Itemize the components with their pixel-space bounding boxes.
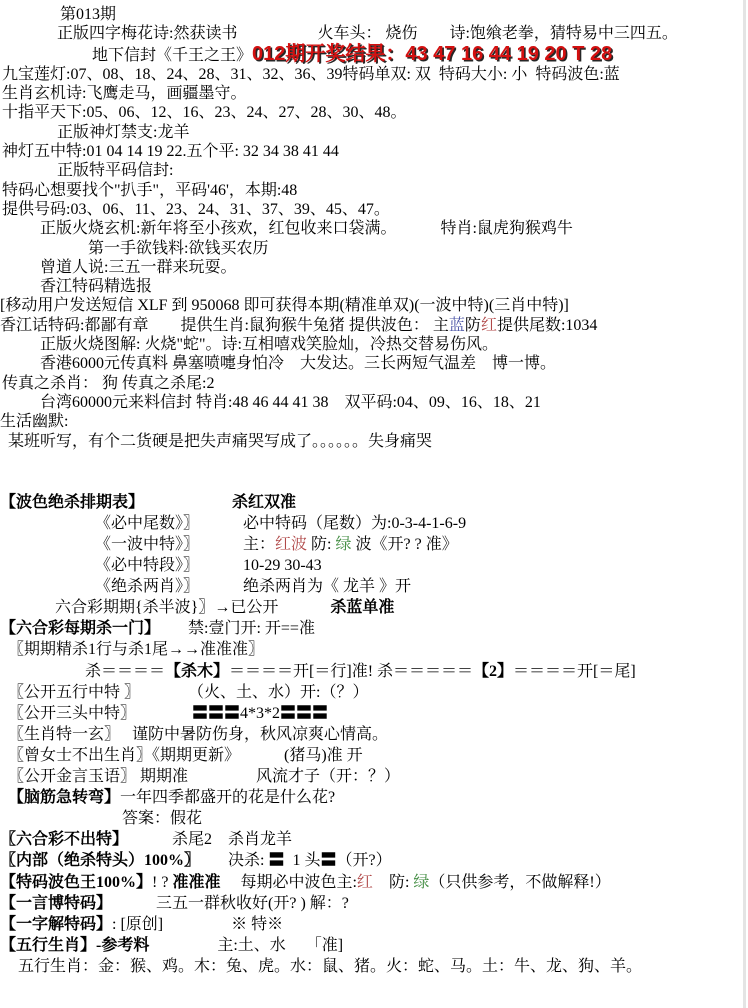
one-char-solve [0,914,748,935]
ten-fingers-numbers [0,103,748,122]
provided-numbers [0,200,748,219]
one-word-special-segment: 【一言博特码】 [0,894,105,912]
one-wave-special-segment: 红波 [275,536,308,554]
internal-kill-head-segment: 1 头 [284,852,321,870]
internal-kill-head-segment: 〖内部（绝杀特头）100%〗 [0,852,193,870]
xiangjiang-special-code-segment: 蓝 [448,316,465,334]
issue-number [0,5,748,24]
life-humor-label [0,412,748,431]
golden-words [0,766,748,787]
kill-one-gate-segment: 禁:壹门开: 开==准 [152,620,315,638]
xiangjiang-report-title [0,277,748,296]
zodiac-special-mystery-segment: 〖生肖特一玄〗 谨防中暑防伤身，秋风凉爽心情高。 [8,725,389,743]
taiwan-envelope [0,393,748,412]
internal-kill-head-segment: 〓 [320,852,337,870]
top-tips-section [0,5,748,451]
one-wave-special-segment: 波《开? ? 准》 [351,536,458,554]
must-hit-tails-segment: 《必中尾数》〗 必中特码（尾数）为:0-3-4-1-6-9 [95,514,467,532]
fire-mystery [0,219,748,238]
underground-envelope-result-segment: 地下信封《千王之王》 [92,46,253,64]
plum-blossom-poem-segment: 正版四字梅花诗:然获读书 火车头： 烧伤 诗:饱飨老拳，猜特易中三四五。 [57,25,678,43]
hongkong-fax [0,354,748,373]
xiangjiang-special-code-segment: 香江话特码:都鄙有章 提供生肖:鼠狗猴牛兔猪 提供波色： 主 [0,316,449,334]
kill-half-wave-segment: 杀蓝单准 [330,599,395,617]
life-humor-joke-segment: 某班听写，有个二货硬是把失声痛哭写成了。。。。。。失身痛哭 [8,432,433,450]
no-special [0,829,748,850]
fax-kill-zodiac-segment: 传真之杀肖： 狗 传真之杀尾:2 [2,374,215,392]
special-flat-code-envelope-segment: 正版特平码信封: [57,162,174,180]
magic-lamp-five-special [0,142,748,161]
special-code-hint-segment: 特码心想要找个"扒手"，平码'46'，本期:48 [2,181,298,199]
must-hit-tails [0,513,748,534]
zodiac-mystery-poem [0,84,748,103]
wave-color-kill-table [0,492,748,513]
kill-half-wave-segment: 六合彩期期{杀半波}〗→已公开 [55,599,331,617]
must-hit-segment [0,555,748,576]
internal-kill-head-segment: （开?） [336,852,392,870]
five-element-zodiac-ref-segment: 主:土、水 「准] [149,936,344,954]
fire-diagram-segment: 正版火烧图解: 火烧"蛇"。诗:互相嘻戏笑脸灿，冷热交替易伤风。 [40,336,498,354]
magic-lamp-five-special-segment: 神灯五中特:01 04 14 19 22.五个平: 32 34 38 41 44 [2,143,339,161]
nine-treasure-lantern [0,65,748,84]
kill-row-tail-title-segment: 〖期期精杀1行与杀1尾→→准准准〗 [8,641,265,659]
taiwan-envelope-segment: 台湾60000元来料信封 特肖:48 46 44 41 38 双平码:04、09、16、18、21 [40,393,541,411]
fax-kill-zodiac [0,374,748,393]
internal-kill-head-segment: 〓 [268,852,285,870]
nine-treasure-lantern-segment: 特码单双: 双 特码大小: 小 特码波色:蓝 [342,65,620,83]
five-elements-special-segment: 〖公开五行中特 〗 （火、土、水）开:（？） [8,683,369,701]
kill-half-wave [0,597,748,618]
kill-wood-row-segment: 【杀木】 [165,662,230,680]
sms-promo [0,296,748,315]
one-char-solve-segment: : [原创] ※ 特※ [112,915,284,933]
sms-promo-segment: [移动用户发送短信 XLF 到 950068 即可获得本期(精准单双)(一波中特)(三肖中特)] [0,297,569,315]
kill-wood-row-segment: 【2】 [473,662,514,680]
five-element-zodiac-ref-segment: 【五行生肖】 [0,936,97,954]
one-wave-special [0,534,748,555]
kill-one-gate [0,618,748,639]
one-word-special [0,893,748,914]
internal-kill-head-segment: 决杀: [192,852,269,870]
wave-color-king-segment: 准准准 [172,873,221,891]
one-wave-special-segment: 防: [307,536,336,554]
kill-wood-row-segment: 杀＝＝＝＝ [85,662,166,680]
wave-color-king-segment: 绿 [413,873,430,891]
no-special-segment: 杀尾2 杀肖龙羊 [120,831,293,849]
brain-teaser-answer [0,808,748,829]
wave-color-king-segment: 红 [356,873,373,891]
kill-two-zodiac-segment: 《绝杀两肖》〗 绝杀两肖为《 龙羊 》开 [95,578,412,596]
brain-teaser [0,787,748,808]
three-heads-special [0,703,748,724]
kill-one-gate-segment: 【六合彩每期杀一门】 [0,620,153,638]
kill-row-tail-title [0,639,748,660]
plum-blossom-poem [0,24,748,43]
xiangjiang-report-title-segment: 香江特码精选报 [40,278,153,296]
issue-number-segment: 第013期 [60,6,117,23]
kill-two-zodiac [0,576,748,597]
wave-color-king-segment: 防: [372,873,414,891]
first-money-clue [0,239,748,258]
three-heads-special-segment: 〖公开三头中特〗 [8,704,193,722]
zodiac-mystery-poem-segment: 生肖玄机诗:飞鹰走马，画疆墨守。 [2,85,247,103]
three-heads-special-segment: 〓〓〓 [192,704,241,722]
wave-color-king [0,872,748,893]
first-money-clue-segment: 第一手欲钱料:欲钱买农历 [88,239,269,257]
wave-color-king-segment: 【特码波色王100%】 [0,873,153,891]
xiangjiang-special-code-segment: 提供尾数:1034 [496,316,598,334]
provided-numbers-segment: 提供号码:03、06、11、23、24、31、37、39、45、47。 [2,200,390,218]
fire-mystery-segment: 正版火烧玄机:新年将至小孩欢，红包收来口袋满。 特肖:鼠虎狗猴鸡牛 [40,220,573,238]
brain-teaser-segment: 一年四季都盛开的花是什么花? [120,789,336,807]
must-hit-segment-segment: 《必中特段》〗 10-29 30-43 [95,557,322,575]
zodiac-special-mystery [0,724,748,745]
magic-lamp-forbidden-segment: 正版神灯禁支:龙羊 [57,123,190,141]
ten-fingers-numbers-segment: 十指平天下:05、06、12、16、23、24、27、28、30、48。 [2,104,407,122]
three-heads-special-segment: 〓〓〓 [280,704,329,722]
golden-words-segment: 〖公开金言玉语〗 期期准 风流才子（开：？） [8,768,401,786]
one-wave-special-segment: 《一波中特》〗 主： [95,536,276,554]
xiangjiang-special-code [0,316,748,335]
underground-envelope-result [0,44,748,65]
kill-wood-row-segment: ＝＝＝＝开[＝尾] [513,662,636,680]
draw-result-banner: 012期开奖结果：43 47 16 44 19 20 T 28 [252,42,613,65]
no-special-segment: 〖六合彩不出特】 [0,831,121,849]
wave-color-king-segment: （只供参考，不做解释!） [429,873,611,891]
wave-color-king-segment: 每期必中波色主: [220,873,357,891]
five-element-zodiac-list-segment: 五行生肖：金：猴、鸡。木：兔、虎。水：鼠、猪。火：蛇、马。土：牛、龙、狗、羊。 [18,957,643,975]
zengdaoren-says [0,258,748,277]
one-word-special-segment: 三五一群秋收好(开? ) 解：? [104,894,349,912]
fire-diagram [0,335,748,354]
special-flat-code-envelope [0,161,748,180]
one-wave-special-segment: 绿 [335,536,352,554]
kill-analysis-section [0,492,748,977]
ms-zeng-zodiac [0,745,748,766]
ms-zeng-zodiac-segment: 〖曾女士不出生肖〗《期期更新》 (猪马)准 开 [8,746,363,764]
brain-teaser-segment: 【脑筋急转弯】 [8,789,121,807]
three-heads-special-segment: 4*3*2 [240,704,281,722]
wave-color-king-segment: ! ? [152,873,173,891]
magic-lamp-forbidden [0,123,748,142]
hongkong-fax-segment: 香港6000元传真料 鼻塞喷嚏身怕冷 大发达。三长两短气温差 博一博。 [40,355,557,373]
internal-kill-head [0,850,748,871]
brain-teaser-answer-segment: 答案：假花 [122,810,203,828]
wave-color-kill-table-segment: 杀红双准 [232,493,297,511]
kill-wood-row-segment: ＝＝＝＝开[＝行]准! 杀＝＝＝＝＝ [229,662,474,680]
xiangjiang-special-code-segment: 防 [464,316,481,334]
life-humor-label-segment: 生活幽默: [0,413,69,431]
special-code-hint [0,181,748,200]
five-element-zodiac-list [0,956,748,977]
nine-treasure-lantern-segment: 九宝莲灯:07、08、18、24、28、31、32、36、39 [2,65,343,83]
five-elements-special [0,682,748,703]
one-char-solve-segment: 【一字解特码】 [0,915,113,933]
five-element-zodiac-ref [0,935,748,956]
xiangjiang-special-code-segment: 红 [480,316,497,334]
life-humor-joke [0,432,748,451]
zengdaoren-says-segment: 曾道人说:三五一群来玩耍。 [40,258,237,276]
wave-color-kill-table-segment: 【波色绝杀排期表】 [0,493,137,511]
wave-color-kill-table-segment [136,494,232,511]
five-element-zodiac-ref-segment: -参考料 [96,936,150,954]
kill-wood-row [0,661,748,682]
